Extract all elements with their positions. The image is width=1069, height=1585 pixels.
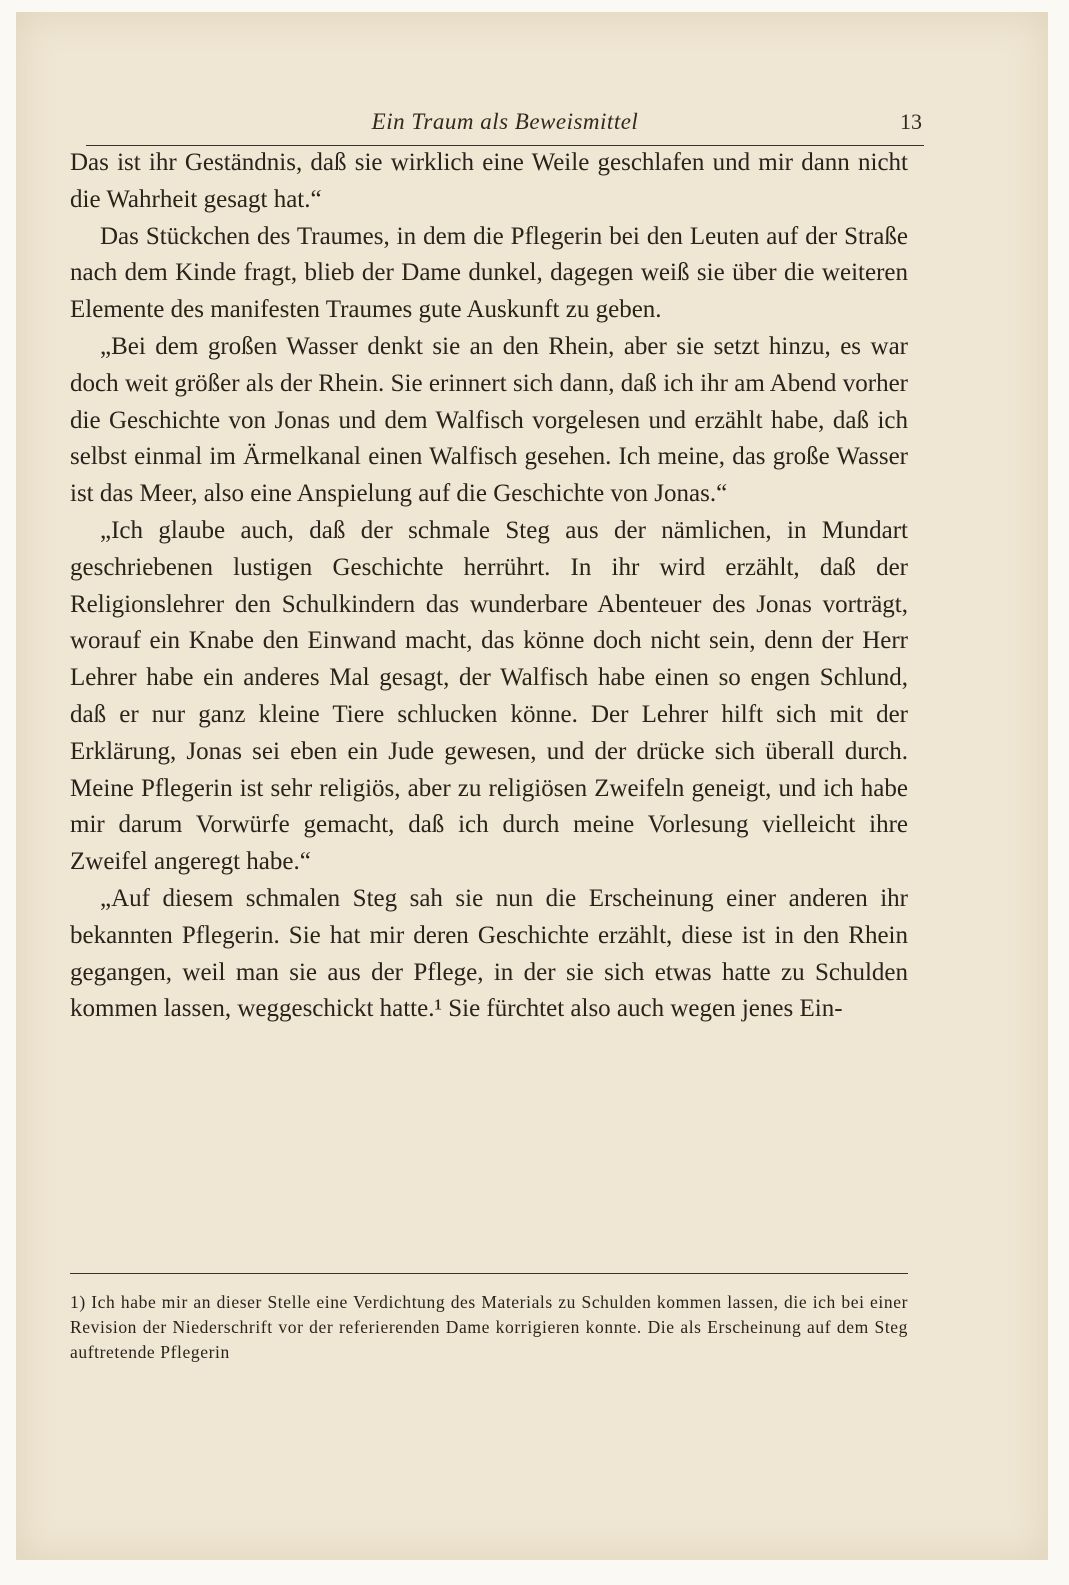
- paragraph-1: Das ist ihr Geständnis, daß sie wirklich eine Weile geschlafen und mir dann nicht die Wahrheit gesagt hat.“: [70, 149, 908, 213]
- paragraph-2: Das Stückchen des Traumes, in dem die Pflegerin bei den Leuten auf der Straße nach dem Kinde fragt, blieb der Dame dunkel, dagegen weiß sie über die weiteren Elemente des manifesten Traumes gute Auskunft zu geben.: [70, 222, 908, 324]
- paragraph-5: „Auf diesem schmalen Steg sah sie nun die Erscheinung einer anderen ihr bekannten Pflegerin. Sie hat mir deren Geschichte erzählt, diese ist in den Rhein gegangen, weil man sie aus der Pflege, in der sie sich etwas hatte zu Schulden kommen lassen, weggeschickt hatte.¹ Sie fürchtet also auch wegen jenes Ein-: [70, 884, 908, 1023]
- running-title: Ein Traum als Beweismittel: [371, 109, 639, 134]
- body-text: [70, 145, 908, 1028]
- page-header: [86, 109, 924, 146]
- paragraph-3: „Bei dem großen Wasser denkt sie an den Rhein, aber sie setzt hinzu, es war doch weit größer als der Rhein. Sie erinnert sich dann, daß ich ihr am Abend vorher die Geschichte von Jonas und dem Walfisch vorgelesen und erzählt habe, daß ich selbst einmal im Ärmelkanal einen Walfisch gesehen. Ich meine, das große Wasser ist das Meer, also eine Anspielung auf die Geschichte von Jonas.“: [70, 332, 908, 508]
- paragraph-4: „Ich glaube auch, daß der schmale Steg aus der nämlichen, in Mundart geschriebenen lustigen Geschichte herrührt. In ihr wird erzählt, daß der Religionslehrer den Schulkindern das wunderbare Abenteuer des Jonas vorträgt, worauf ein Knabe den Einwand macht, das könne doch nicht sein, denn der Herr Lehrer habe ein anderes Mal gesagt, der Walfisch habe einen so engen Schlund, daß er nur ganz kleine Tiere schlucken könne. Der Lehrer hilft sich mit der Erklärung, Jonas sei eben ein Jude gewesen, und der drücke sich überall durch. Meine Pflegerin ist sehr religiös, aber zu religiösen Zweifeln geneigt, und ich habe mir darum Vorwürfe gemacht, daß ich durch meine Vorlesung vielleicht ihre Zweifel angeregt habe.“: [70, 516, 908, 876]
- page-number: 13: [900, 109, 922, 134]
- footnote: 1) Ich habe mir an dieser Stelle eine Verdichtung des Materials zu Schulden kommen lassen, die ich bei einer Revision der Niederschrift vor der referierenden Dame korrigieren konnte. Die als Erscheinung auf dem Steg auftretende Pflegerin: [70, 1292, 908, 1362]
- footnote-divider: [70, 1273, 908, 1274]
